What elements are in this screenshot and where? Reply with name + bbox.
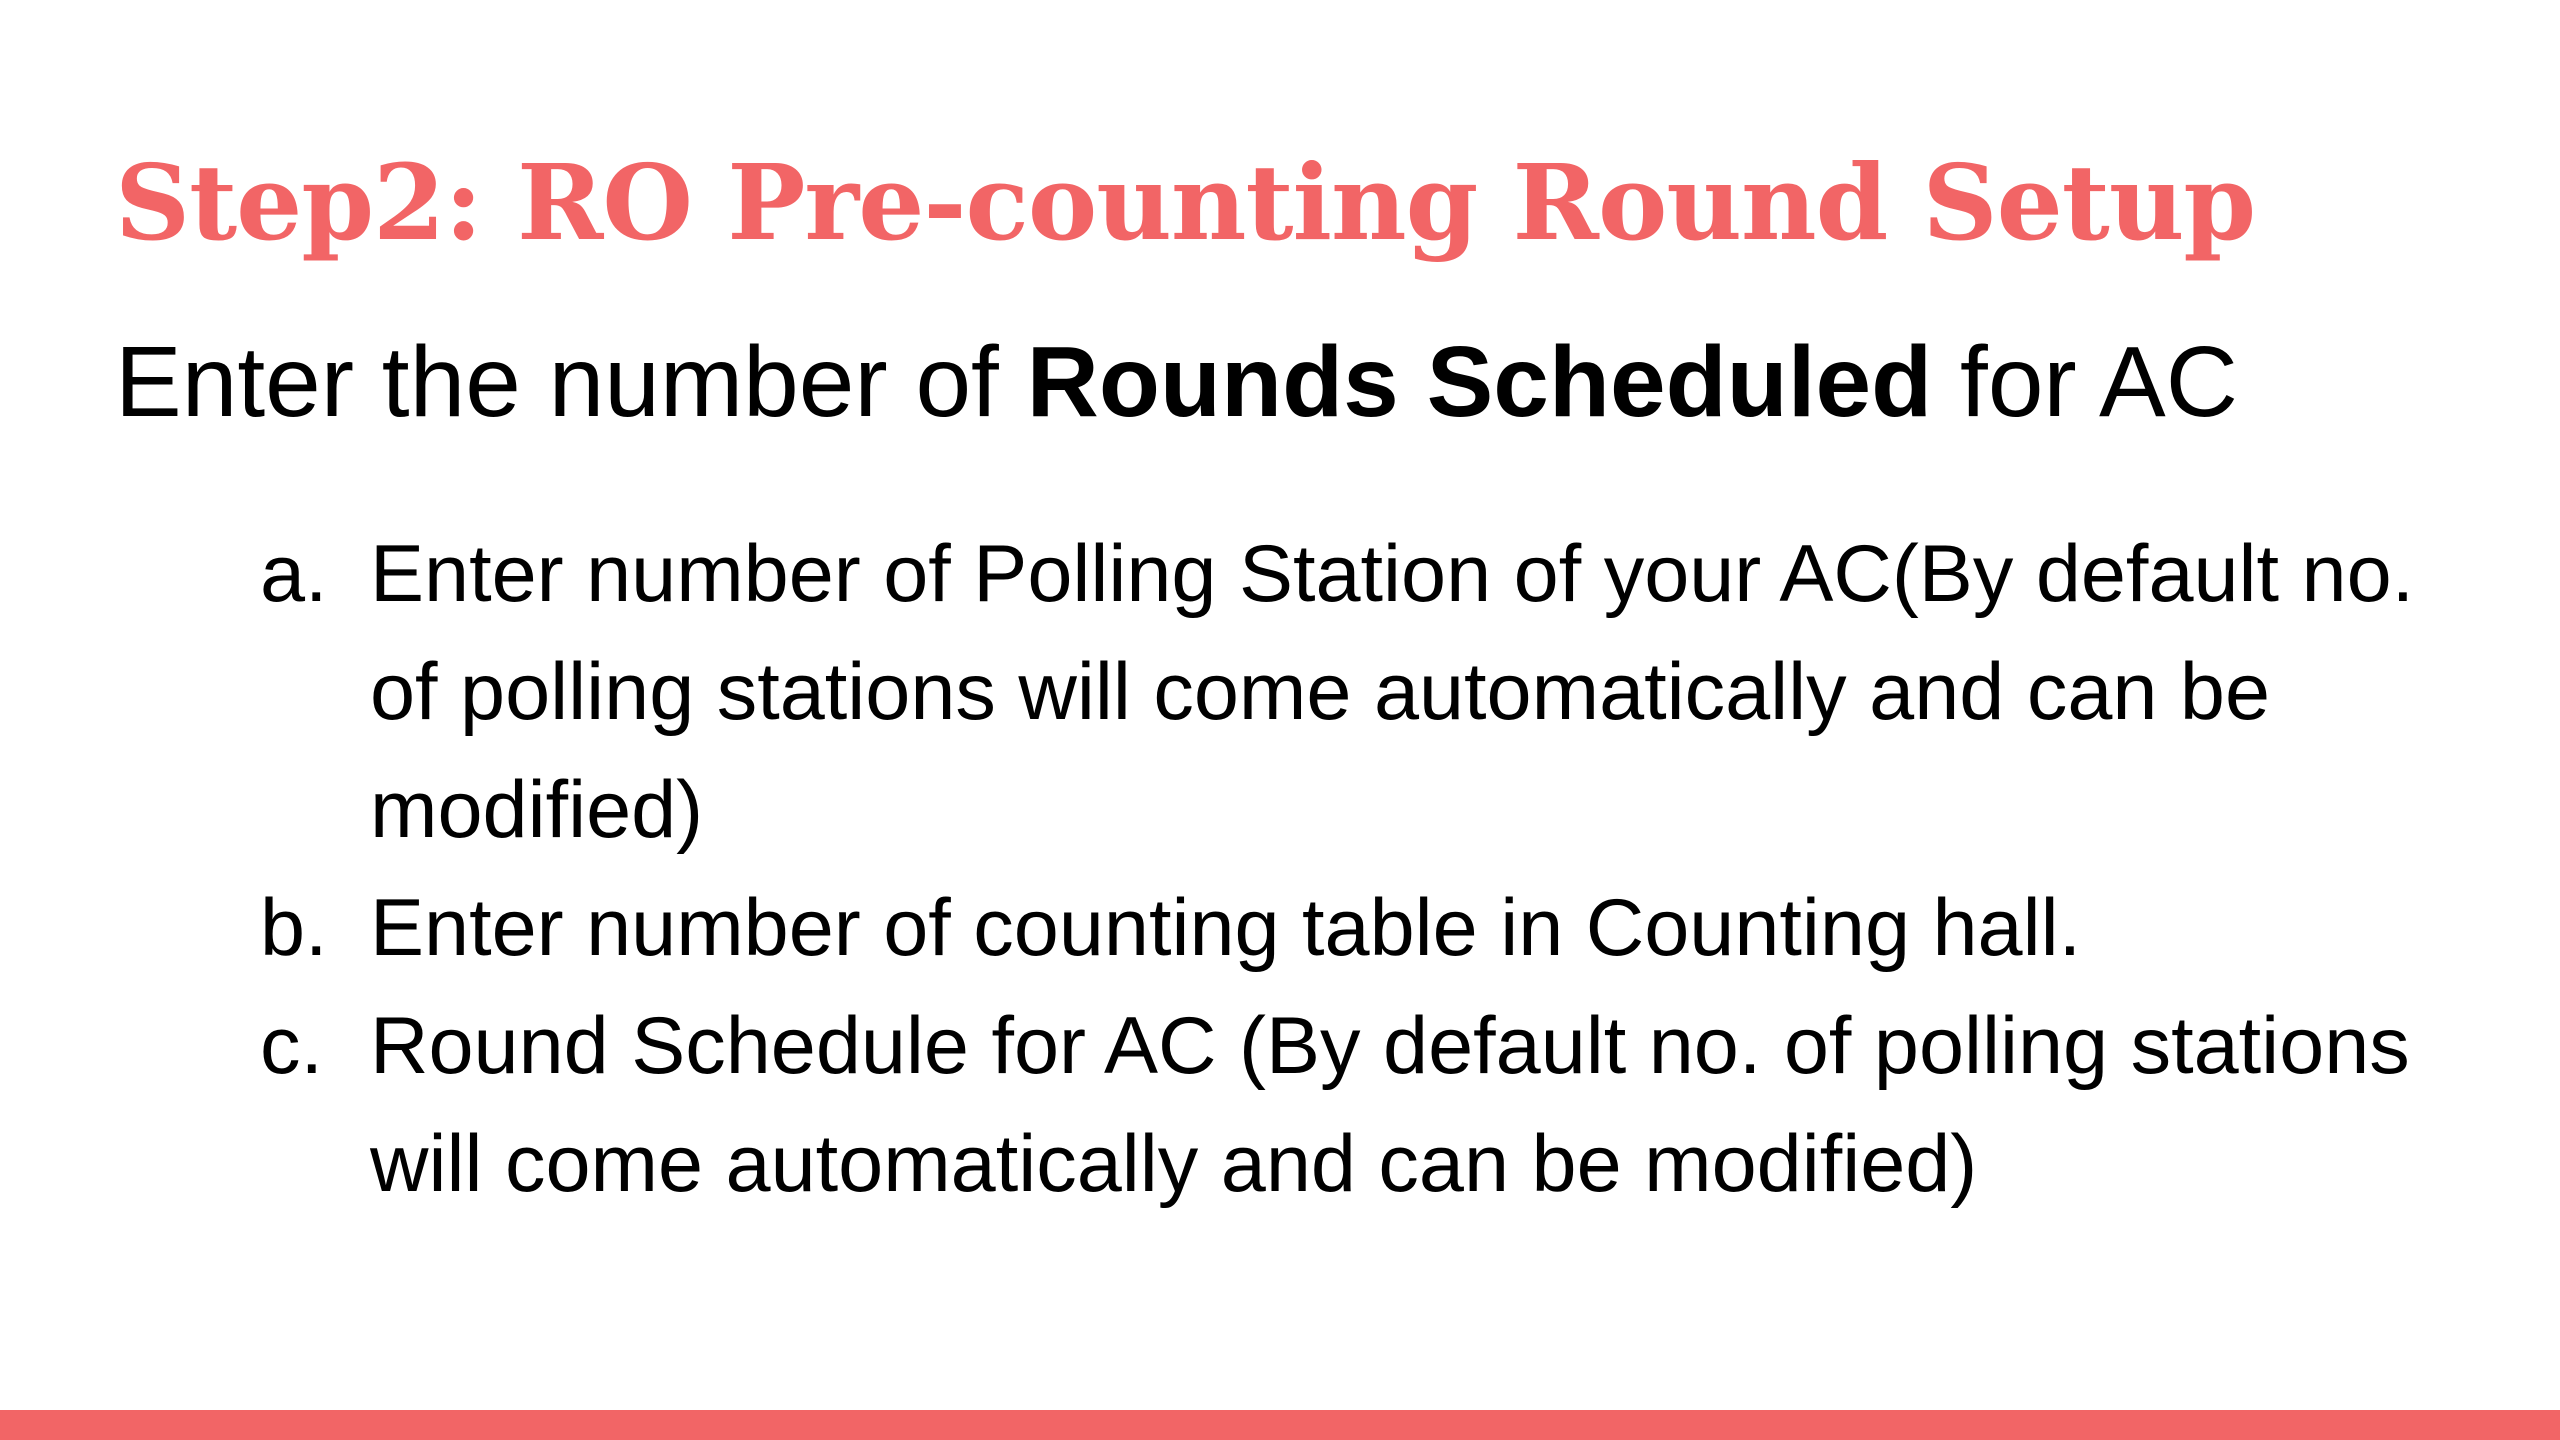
step-item-b bbox=[260, 869, 2460, 987]
bottom-accent-bar bbox=[0, 1410, 2560, 1440]
step-text: Enter number of counting table in Counting hall. bbox=[370, 883, 2082, 973]
subtitle-text-after: for AC bbox=[1932, 326, 2238, 438]
subtitle-bold-text: Rounds Scheduled bbox=[1026, 326, 1933, 438]
step-marker: b. bbox=[260, 883, 328, 973]
slide-subtitle bbox=[115, 322, 2238, 442]
step-item-a bbox=[260, 515, 2460, 869]
slide-title: Step2: RO Pre-counting Round Setup bbox=[115, 141, 2256, 264]
steps-list bbox=[260, 515, 2460, 1223]
step-marker: c. bbox=[260, 1001, 324, 1091]
step-marker: a. bbox=[260, 529, 328, 619]
subtitle-text-before: Enter the number of bbox=[115, 326, 1027, 438]
step-item-c bbox=[260, 987, 2460, 1223]
step-text: Enter number of Polling Station of your AC(By default no. of polling stations will come automatically and can be modified) bbox=[370, 529, 2415, 855]
step-text: Round Schedule for AC (By default no. of polling stations will come automatically and can be modified) bbox=[370, 1001, 2410, 1209]
